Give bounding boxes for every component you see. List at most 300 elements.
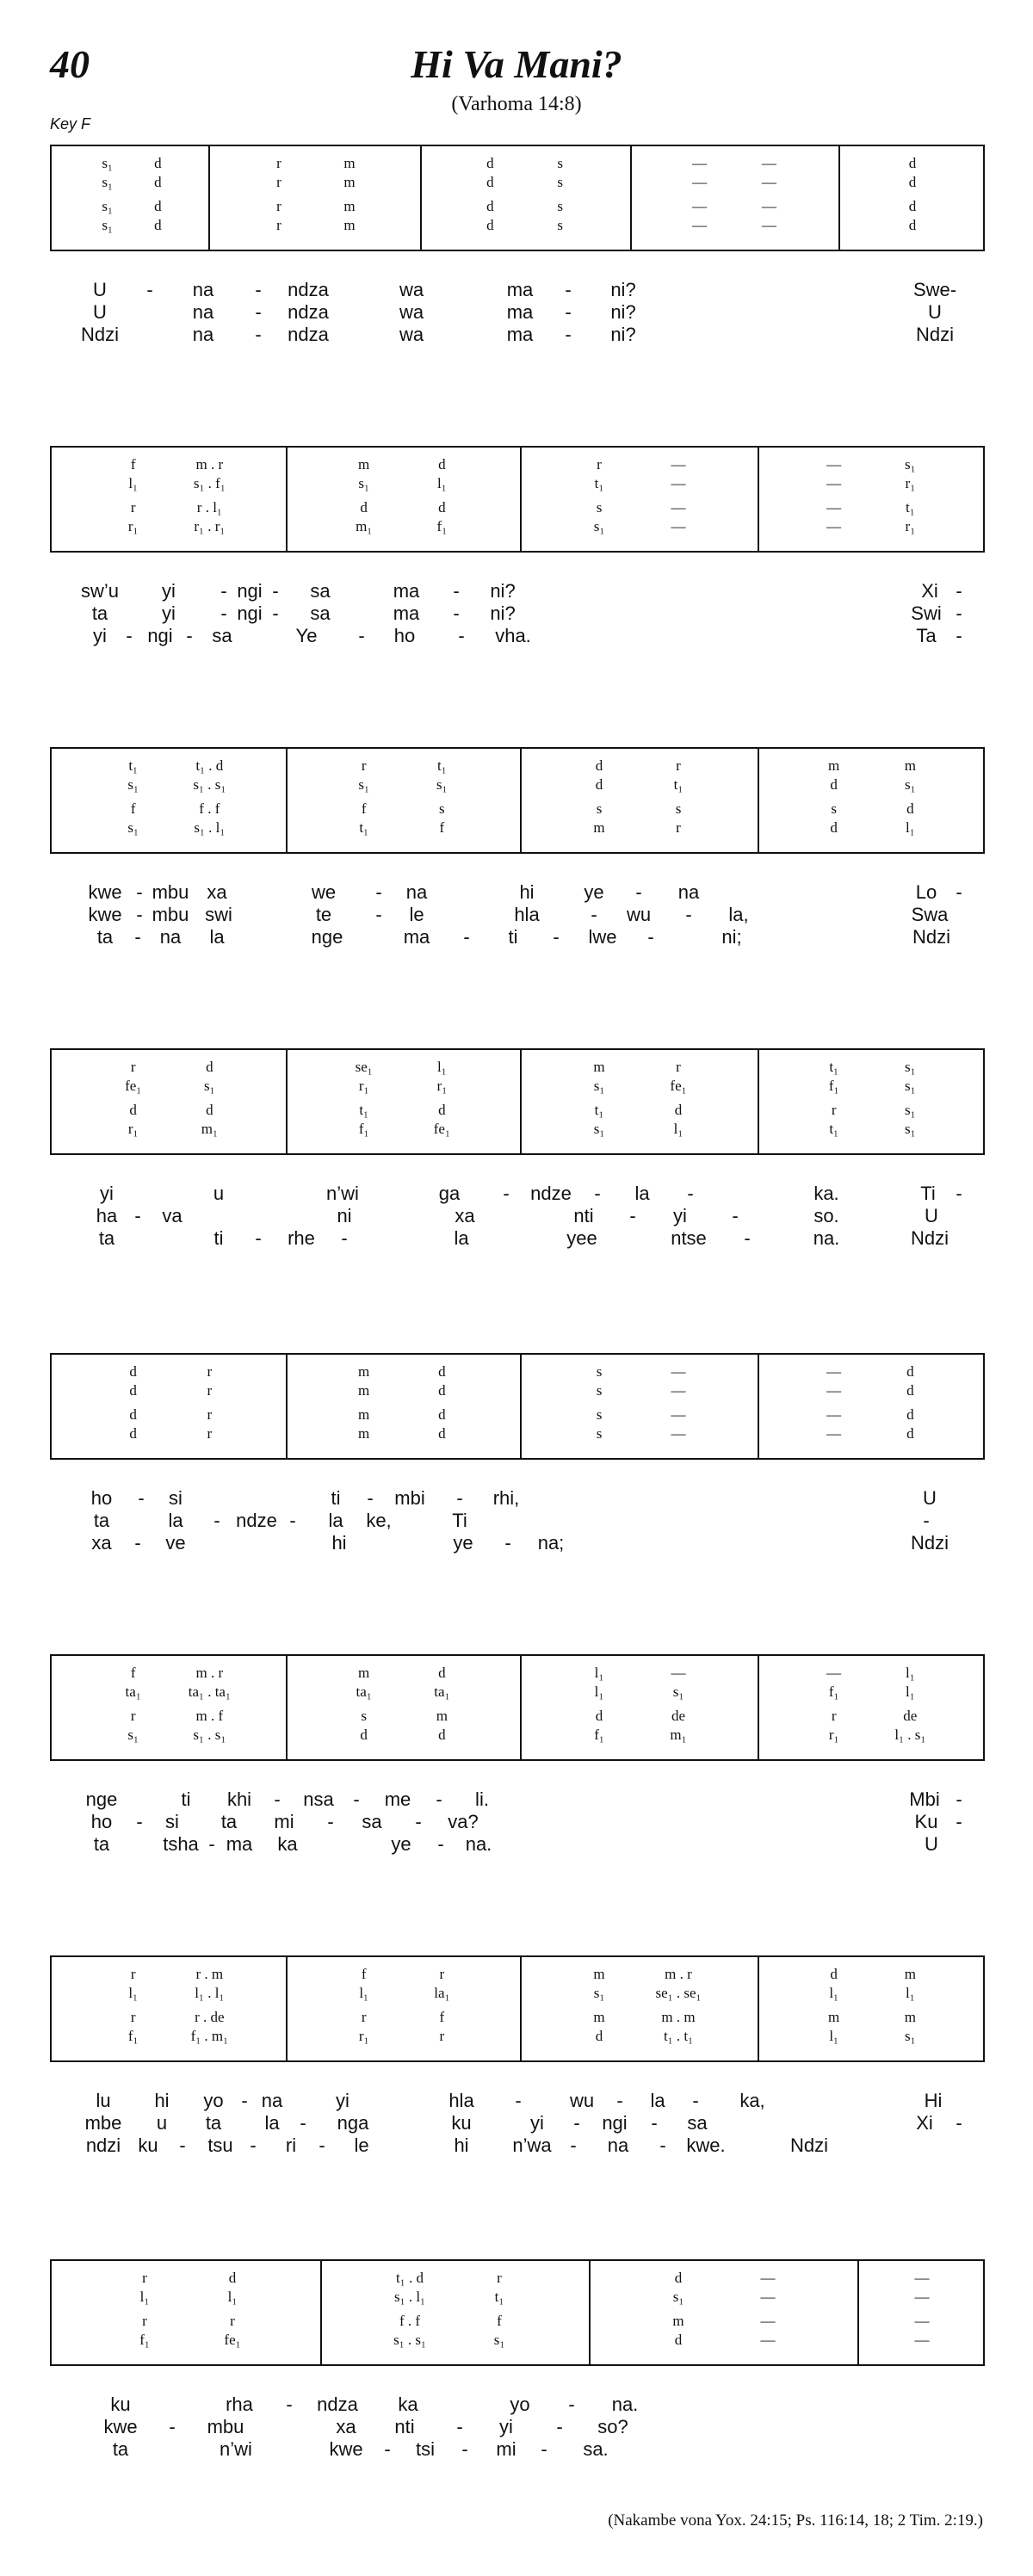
solfa-note: — <box>671 518 686 534</box>
solfa-note: d <box>154 217 162 233</box>
lyric-syllable: yi <box>530 2112 544 2134</box>
solfa-note: m <box>593 819 605 836</box>
lyric-syllable: ga <box>438 1183 461 1204</box>
lyric-line <box>0 1205 1033 1229</box>
lyric-syllable: le <box>409 904 424 925</box>
lyric-syllable: Xi <box>916 2112 933 2134</box>
voice-row <box>52 1683 983 1701</box>
lyric-syllable: ta <box>91 602 108 624</box>
solfa-note: — <box>692 174 708 190</box>
syllable-hyphen: - <box>565 301 572 323</box>
solfa-note: — <box>692 217 708 233</box>
lyric-syllable: na. <box>611 2394 639 2415</box>
staff-box <box>50 1654 985 1761</box>
solfa-note: s₁ <box>672 1683 684 1700</box>
lyric-syllable: ka. <box>813 1183 839 1204</box>
syllable-hyphen: - <box>255 324 262 345</box>
solfa-note: s₁ <box>204 1078 215 1094</box>
solfa-note: se₁ <box>355 1059 373 1075</box>
staff-box <box>50 1955 985 2062</box>
syllable-hyphen: - <box>616 2090 623 2111</box>
solfa-note: t₁ <box>829 1121 838 1137</box>
solfa-note: f₁ <box>139 2332 150 2348</box>
lyric-syllable: la <box>168 1510 183 1531</box>
solfa-note: r <box>142 2270 147 2286</box>
syllable-hyphen: - <box>134 926 141 948</box>
solfa-note: s <box>596 1382 603 1399</box>
lyric-line <box>0 625 1033 649</box>
solfa-note: — <box>826 499 842 516</box>
solfa-note: s₁ . f₁ <box>193 475 226 491</box>
lyric-syllable: wu <box>569 2090 595 2111</box>
solfa-note: r₁ <box>905 518 916 534</box>
solfa-note: f₁ <box>127 2028 139 2044</box>
solfa-note: m . r <box>195 1665 224 1681</box>
syllable-hyphen: - <box>169 2416 176 2437</box>
syllable-hyphen: - <box>136 881 143 903</box>
lyric-syllable: hi <box>154 2090 170 2111</box>
lyric-syllable: sa <box>310 580 331 602</box>
lyric-line <box>0 602 1033 627</box>
syllable-hyphen: - <box>375 904 382 925</box>
lyric-syllable: n’wa <box>512 2134 552 2156</box>
solfa-note: — <box>671 1406 686 1423</box>
syllable-hyphen: - <box>685 904 692 925</box>
lyric-syllable: n’wi <box>326 1183 359 1204</box>
lyric-syllable: U <box>923 1487 937 1509</box>
lyric-syllable: ku <box>451 2112 472 2134</box>
lyric-syllable: ngi <box>237 602 263 624</box>
solfa-note: m₁ <box>356 518 373 534</box>
solfa-note: — <box>760 2270 776 2286</box>
syllable-hyphen: - <box>437 1833 444 1855</box>
solfa-note: d <box>908 155 917 171</box>
lyric-syllable: Ta <box>916 625 937 646</box>
syllable-hyphen: - <box>692 2090 699 2111</box>
solfa-note: s₁ <box>905 1059 916 1075</box>
solfa-note: s₁ <box>672 2289 684 2305</box>
voice-row <box>52 499 983 516</box>
lyric-syllable: ho <box>90 1487 113 1509</box>
solfa-note: t₁ <box>829 1059 838 1075</box>
solfa-note: m <box>358 1406 370 1423</box>
solfa-note: m <box>343 174 356 190</box>
solfa-note: t₁ <box>359 819 368 836</box>
solfa-note: s₁ <box>905 2028 916 2044</box>
voice-row <box>52 475 983 492</box>
solfa-note: r <box>361 2009 367 2025</box>
syllable-hyphen: - <box>255 279 262 300</box>
lyric-syllable: wa <box>399 279 424 300</box>
lyric-syllable: ntse <box>671 1227 707 1249</box>
lyric-syllable: mbi <box>394 1487 425 1509</box>
voice-row <box>52 1406 983 1424</box>
syllable-hyphen: - <box>463 926 470 948</box>
lyric-syllable: ni? <box>610 324 636 345</box>
solfa-note: s₁ . s₁ <box>193 1727 226 1743</box>
syllable-hyphen: - <box>541 2438 547 2460</box>
solfa-note: t₁ . d <box>195 757 224 774</box>
solfa-note: d <box>154 198 162 214</box>
lyric-line <box>0 1811 1033 1835</box>
solfa-note: — <box>761 217 776 233</box>
lyric-syllable: na. <box>465 1833 492 1855</box>
lyric-syllable: ni? <box>610 279 636 300</box>
solfa-note: l₁ <box>437 475 447 491</box>
lyric-syllable: ngi <box>602 2112 628 2134</box>
voice-row <box>52 1665 983 1682</box>
lyric-syllable: ve <box>165 1532 186 1554</box>
lyric-syllable: u <box>156 2112 168 2134</box>
solfa-note: s <box>361 1708 367 1724</box>
lyric-syllable: Swi <box>911 602 942 624</box>
voice-row <box>52 217 983 234</box>
syllable-hyphen: - <box>453 580 460 602</box>
solfa-note: m <box>358 1382 370 1399</box>
solfa-note: d <box>438 499 446 516</box>
solfa-note: s₁ <box>905 1121 916 1137</box>
syllable-hyphen: - <box>635 881 642 903</box>
solfa-note: d <box>438 1102 446 1118</box>
lyric-syllable: vha. <box>495 625 531 646</box>
lyric-syllable: hi <box>331 1532 347 1554</box>
solfa-note: r <box>207 1382 213 1399</box>
solfa-note: d <box>908 217 917 233</box>
syllable-hyphen: - <box>220 580 227 602</box>
voice-row <box>52 2009 983 2026</box>
solfa-note: r <box>497 2270 502 2286</box>
lyric-syllable: va <box>162 1205 182 1226</box>
lyric-syllable: Ndzi <box>915 324 955 345</box>
lyric-syllable: te <box>315 904 332 925</box>
solfa-note: f . f <box>399 2313 421 2329</box>
lyric-syllable: yi <box>673 1205 687 1226</box>
lyric-line <box>0 1183 1033 1207</box>
solfa-note: r <box>142 2313 147 2329</box>
lyric-syllable: na <box>192 324 214 345</box>
syllable-hyphen: - <box>250 2134 257 2156</box>
solfa-note: — <box>760 2313 776 2329</box>
solfa-note: l₁ <box>227 2289 238 2305</box>
lyric-syllable: nge <box>311 926 343 948</box>
lyric-syllable: ye <box>391 1833 411 1855</box>
syllable-hyphen: - <box>659 2134 666 2156</box>
solfa-note: d <box>830 1966 838 1982</box>
solfa-note: d <box>906 1382 914 1399</box>
staff-box <box>50 1353 985 1460</box>
syllable-hyphen: - <box>300 2112 306 2134</box>
solfa-note: f₁ <box>828 1683 839 1700</box>
solfa-note: r <box>276 217 281 233</box>
syllable-hyphen: - <box>515 2090 522 2111</box>
syllable-hyphen: - <box>956 1811 962 1832</box>
solfa-note: l₁ <box>829 1985 838 2001</box>
lyric-syllable: Swe- <box>912 279 957 300</box>
solfa-note: f₁ <box>358 1121 369 1137</box>
solfa-note: r <box>676 819 681 836</box>
solfa-note: m <box>904 2009 916 2025</box>
syllable-hyphen: - <box>565 279 572 300</box>
solfa-note: d <box>129 1382 137 1399</box>
solfa-note: f₁ . m₁ <box>190 2028 229 2044</box>
lyric-syllable: lu <box>96 2090 111 2111</box>
solfa-note: l₁ <box>437 1059 447 1075</box>
lyric-syllable: so. <box>813 1205 839 1226</box>
solfa-note: ta₁ <box>125 1683 141 1700</box>
lyric-line <box>0 1788 1033 1813</box>
lyric-line <box>0 324 1033 348</box>
lyric-syllable: ta <box>205 2112 222 2134</box>
solfa-note: d <box>908 198 917 214</box>
lyric-syllable: khi <box>226 1788 252 1810</box>
solfa-note: s₁ . s₁ <box>393 2332 426 2348</box>
lyric-syllable: Ti <box>452 1510 467 1531</box>
lyric-syllable: ndza <box>288 324 329 345</box>
solfa-note: s₁ <box>593 1985 605 2001</box>
solfa-note: d <box>906 1406 914 1423</box>
lyric-syllable: xa <box>336 2416 356 2437</box>
solfa-note: t₁ <box>128 757 138 774</box>
solfa-note: d <box>206 1059 213 1075</box>
syllable-hyphen: - <box>453 602 460 624</box>
lyric-line <box>0 580 1033 604</box>
lyric-syllable: ngi <box>237 580 263 602</box>
syllable-hyphen: - <box>134 1532 141 1554</box>
lyric-syllable: hi <box>519 881 535 903</box>
lyric-syllable: la <box>328 1510 343 1531</box>
lyric-syllable: Ndzi <box>80 324 120 345</box>
solfa-note: — <box>671 1363 686 1380</box>
solfa-note: — <box>826 1363 842 1380</box>
lyric-syllable: hi <box>454 2134 469 2156</box>
lyric-syllable: na; <box>537 1532 565 1554</box>
solfa-note: l₁ <box>906 819 915 836</box>
lyric-syllable: ndza <box>288 279 329 300</box>
solfa-note: m <box>358 1665 370 1681</box>
solfa-note: — <box>914 2313 930 2329</box>
syllable-hyphen: - <box>179 2134 186 2156</box>
lyric-syllable: na <box>607 2134 629 2156</box>
lyric-line <box>0 1227 1033 1251</box>
solfa-note: s₁ <box>905 1078 916 1094</box>
syllable-hyphen: - <box>146 279 153 300</box>
solfa-note: — <box>692 155 708 171</box>
lyric-syllable: U <box>928 301 942 323</box>
solfa-note: s₁ <box>593 1121 605 1137</box>
lyric-syllable: tsi <box>416 2438 435 2460</box>
lyric-syllable: lwe <box>588 926 617 948</box>
solfa-note: d <box>595 2028 603 2044</box>
solfa-note: — <box>760 2289 776 2305</box>
lyric-syllable: ka <box>277 1833 298 1855</box>
solfa-note: fe₁ <box>433 1121 450 1137</box>
syllable-hyphen: - <box>341 1227 348 1249</box>
solfa-note: m . m <box>661 2009 696 2025</box>
lyric-syllable: ti <box>213 1227 224 1249</box>
solfa-note: m <box>593 2009 605 2025</box>
solfa-note: m <box>593 1059 605 1075</box>
solfa-note: — <box>671 1382 686 1399</box>
solfa-note: — <box>671 456 686 473</box>
solfa-note: s <box>596 1406 603 1423</box>
syllable-hyphen: - <box>568 2394 575 2415</box>
solfa-note: s <box>557 217 563 233</box>
solfa-note: f <box>361 800 367 817</box>
lyric-syllable: kwe. <box>686 2134 726 2156</box>
solfa-note: r <box>831 1708 837 1724</box>
syllable-hyphen: - <box>503 1183 510 1204</box>
syllable-hyphen: - <box>647 926 654 948</box>
solfa-note: m <box>904 757 916 774</box>
solfa-note: t₁ <box>906 499 915 516</box>
voice-row <box>52 2313 983 2330</box>
solfa-note: f <box>130 1665 136 1681</box>
syllable-hyphen: - <box>186 625 193 646</box>
voice-row <box>52 800 983 818</box>
solfa-note: r . de <box>195 2009 225 2025</box>
solfa-note: d <box>906 1425 914 1442</box>
lyric-syllable: ni <box>337 1205 352 1226</box>
lyric-syllable: si <box>165 1811 179 1832</box>
lyric-syllable: yi <box>162 602 176 624</box>
voice-row <box>52 1121 983 1138</box>
syllable-hyphen: - <box>956 881 962 903</box>
voice-row <box>52 456 983 473</box>
solfa-note: — <box>671 499 686 516</box>
solfa-note: l₁ <box>906 1683 915 1700</box>
solfa-note: fe₁ <box>670 1078 687 1094</box>
solfa-note: s₁ . l₁ <box>194 819 226 836</box>
lyric-syllable: Ti <box>920 1183 936 1204</box>
solfa-note: — <box>826 1665 842 1681</box>
voice-row <box>52 1102 983 1119</box>
solfa-note: s <box>596 1425 603 1442</box>
solfa-note: — <box>761 174 776 190</box>
solfa-note: d <box>908 174 917 190</box>
lyric-syllable: wa <box>399 324 424 345</box>
lyric-syllable: swi <box>205 904 232 925</box>
lyric-syllable: so? <box>597 2416 628 2437</box>
solfa-note: d <box>154 174 162 190</box>
lyric-syllable: la <box>634 1183 650 1204</box>
syllable-hyphen: - <box>375 881 382 903</box>
lyric-syllable: ma <box>393 602 420 624</box>
solfa-note: d <box>438 1425 446 1442</box>
solfa-note: m <box>358 456 370 473</box>
solfa-note: s <box>831 800 837 817</box>
solfa-note: — <box>914 2270 930 2286</box>
syllable-hyphen: - <box>136 904 143 925</box>
lyric-syllable: ngi <box>147 625 173 646</box>
lyric-syllable: ndza <box>317 2394 358 2415</box>
solfa-note: r₁ <box>828 1727 839 1743</box>
syllable-hyphen: - <box>384 2438 391 2460</box>
solfa-note: se₁ . se₁ <box>655 1985 702 2001</box>
lyric-line <box>0 301 1033 325</box>
lyric-syllable: ni? <box>490 580 516 602</box>
solfa-note: m <box>343 155 356 171</box>
lyric-line <box>0 904 1033 928</box>
solfa-note: — <box>826 456 842 473</box>
solfa-note: s₁ . s₁ <box>193 776 226 793</box>
lyric-syllable: la <box>209 926 225 948</box>
lyric-syllable: le <box>354 2134 369 2156</box>
solfa-note: — <box>761 198 776 214</box>
syllable-hyphen: - <box>136 1811 143 1832</box>
voice-row <box>52 1382 983 1399</box>
lyric-line <box>0 1833 1033 1857</box>
solfa-note: d <box>595 757 603 774</box>
lyric-syllable: Hi <box>924 2090 943 2111</box>
lyric-syllable: Lo <box>915 881 937 903</box>
staff-box <box>50 747 985 854</box>
solfa-note: l₁ <box>594 1665 604 1681</box>
lyric-syllable: ma <box>226 1833 253 1855</box>
solfa-note: d <box>438 1406 446 1423</box>
lyric-syllable: hla <box>448 2090 474 2111</box>
lyric-syllable: la, <box>728 904 749 925</box>
solfa-note: ta₁ <box>434 1683 450 1700</box>
lyric-syllable: yee <box>566 1227 597 1249</box>
syllable-hyphen: - <box>353 1788 360 1810</box>
lyric-syllable: sa <box>310 602 331 624</box>
voice-row <box>52 198 983 215</box>
solfa-note: t₁ <box>494 2289 504 2305</box>
syllable-hyphen: - <box>629 1205 636 1226</box>
solfa-note: ta₁ . ta₁ <box>188 1683 231 1700</box>
solfa-note: m <box>358 1425 370 1442</box>
syllable-hyphen: - <box>213 1510 220 1531</box>
solfa-note: s₁ <box>127 776 139 793</box>
solfa-note: d <box>129 1425 137 1442</box>
solfa-note: s₁ <box>493 2332 505 2348</box>
lyric-syllable: ka <box>398 2394 418 2415</box>
lyric-syllable: ma <box>403 926 430 948</box>
lyric-syllable: ndzi <box>85 2134 121 2156</box>
lyric-syllable: ka, <box>739 2090 765 2111</box>
solfa-note: m <box>828 757 840 774</box>
solfa-note: t₁ . d <box>396 2270 424 2286</box>
solfa-note: r <box>207 1425 213 1442</box>
solfa-note: r <box>597 456 602 473</box>
lyric-syllable: ndza <box>288 301 329 323</box>
syllable-hyphen: - <box>456 2416 463 2437</box>
lyric-syllable: na <box>159 926 182 948</box>
syllable-hyphen: - <box>956 625 962 646</box>
lyric-syllable: sa <box>687 2112 708 2134</box>
lyric-syllable: na <box>261 2090 283 2111</box>
syllable-hyphen: - <box>923 1510 930 1531</box>
syllable-hyphen: - <box>594 1183 601 1204</box>
solfa-note: s <box>596 499 603 516</box>
solfa-note: s₁ <box>127 819 139 836</box>
solfa-note: s <box>675 800 682 817</box>
lyric-syllable: sa <box>212 625 232 646</box>
solfa-note: s <box>596 1363 603 1380</box>
solfa-note: d <box>830 776 838 793</box>
solfa-note: r₁ <box>358 2028 369 2044</box>
syllable-hyphen: - <box>687 1183 694 1204</box>
solfa-note: — <box>826 1382 842 1399</box>
lyric-line <box>0 1487 1033 1511</box>
solfa-note: r <box>276 155 281 171</box>
voice-row <box>52 776 983 794</box>
solfa-note: — <box>826 475 842 491</box>
solfa-note: r <box>439 2028 445 2044</box>
solfa-note: r . m <box>195 1966 224 1982</box>
solfa-note: f . f <box>199 800 220 817</box>
lyric-syllable: wu <box>626 904 652 925</box>
